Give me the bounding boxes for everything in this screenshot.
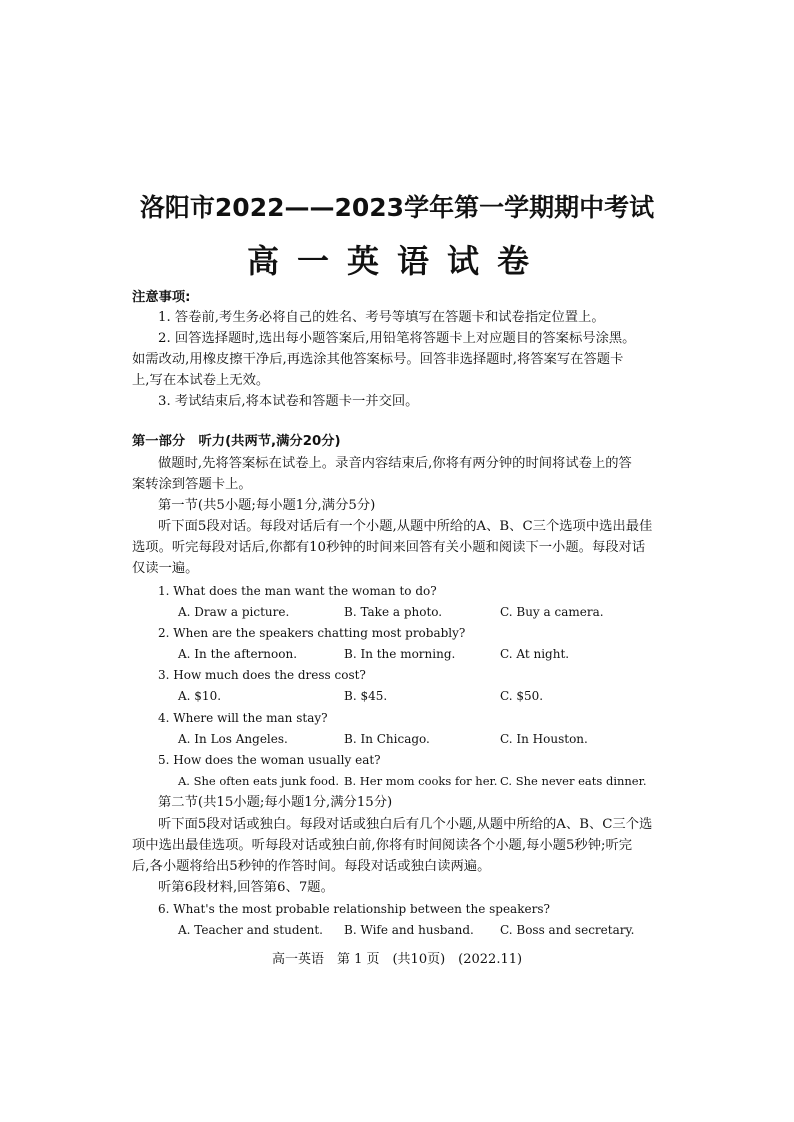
notice-item: 2. 回答选择题时,选出每小题答案后,用铅笔将答题卡上对应题目的答案标号涂黑。 bbox=[158, 331, 636, 346]
question-4: 4. Where will the man stay? bbox=[158, 711, 328, 725]
q1-option-a: A. Draw a picture. bbox=[178, 605, 290, 619]
part1-intro: 案转涂到答题卡上。 bbox=[132, 477, 252, 492]
question-2: 2. When are the speakers chatting most probably? bbox=[158, 626, 466, 640]
q1-option-b: B. Take a photo. bbox=[344, 605, 443, 619]
q5-option-c: C. She never eats dinner. bbox=[500, 774, 647, 788]
section1-intro: 仅读一遍。 bbox=[132, 561, 199, 576]
section2-intro: 后,各小题将给出5秒钟的作答时间。每段对话或独白读两遍。 bbox=[132, 859, 491, 874]
q2-option-a: A. In the afternoon. bbox=[178, 647, 298, 661]
q1-option-c: C. Buy a camera. bbox=[500, 605, 604, 619]
notice-item: 1. 答卷前,考生务必将自己的姓名、考号等填写在答题卡和试卷指定位置上。 bbox=[158, 310, 605, 325]
section2-intro: 听下面5段对话或独白。每段对话或独白后有几个小题,从题中所给的A、B、C三个选 bbox=[158, 817, 653, 832]
q3-option-c: C. $50. bbox=[500, 689, 544, 703]
exam-title: 洛阳市2022——2023学年第一学期期中考试 bbox=[139, 193, 655, 222]
material-instruction: 听第6段材料,回答第6、7题。 bbox=[158, 880, 334, 895]
section2-intro: 项中选出最佳选项。听每段对话或独白前,你将有时间阅读各个小题,每小题5秒钟;听完 bbox=[132, 838, 633, 853]
page-footer: 高一英语 第 1 页 (共10页) (2022.11) bbox=[271, 952, 523, 967]
q6-option-c: C. Boss and secretary. bbox=[500, 923, 635, 937]
question-1: 1. What does the man want the woman to do? bbox=[158, 584, 437, 598]
part1-intro: 做题时,先将答案标在试卷上。录音内容结束后,你将有两分钟的时间将试卷上的答 bbox=[158, 456, 632, 471]
section2-heading: 第二节(共15小题;每小题1分,满分15分) bbox=[158, 795, 393, 810]
q4-option-b: B. In Chicago. bbox=[344, 732, 430, 746]
question-5: 5. How does the woman usually eat? bbox=[158, 753, 381, 767]
q4-option-c: C. In Houston. bbox=[500, 732, 588, 746]
q2-option-c: C. At night. bbox=[500, 647, 570, 661]
q4-option-a: A. In Los Angeles. bbox=[178, 732, 288, 746]
section1-intro: 听下面5段对话。每段对话后有一个小题,从题中所给的A、B、C三个选项中选出最佳 bbox=[158, 519, 653, 534]
notice-item: 上,写在本试卷上无效。 bbox=[132, 373, 270, 388]
q2-option-b: B. In the morning. bbox=[344, 647, 456, 661]
section1-heading: 第一节(共5小题;每小题1分,满分5分) bbox=[158, 498, 376, 513]
part1-heading: 第一部分 听力(共两节,满分20分) bbox=[132, 434, 341, 449]
q6-option-a: A. Teacher and student. bbox=[178, 923, 323, 937]
notice-heading: 注意事项: bbox=[132, 290, 191, 305]
q6-option-b: B. Wife and husband. bbox=[344, 923, 474, 937]
question-6: 6. What's the most probable relationship between the speakers? bbox=[158, 902, 550, 916]
q5-option-a: A. She often eats junk food. bbox=[178, 774, 339, 788]
q3-option-a: A. $10. bbox=[178, 689, 222, 703]
q3-option-b: B. $45. bbox=[344, 689, 388, 703]
notice-item: 如需改动,用橡皮擦干净后,再选涂其他答案标号。回答非选择题时,将答案写在答题卡 bbox=[132, 352, 624, 367]
question-3: 3. How much does the dress cost? bbox=[158, 668, 366, 682]
q5-option-b: B. Her mom cooks for her. bbox=[344, 774, 498, 788]
notice-item: 3. 考试结束后,将本试卷和答题卡一并交回。 bbox=[158, 394, 419, 409]
section1-intro: 选项。听完每段对话后,你都有10秒钟的时间来回答有关小题和阅读下一小题。每段对话 bbox=[132, 540, 646, 555]
exam-subtitle: 高一英语试卷 bbox=[246, 242, 547, 280]
